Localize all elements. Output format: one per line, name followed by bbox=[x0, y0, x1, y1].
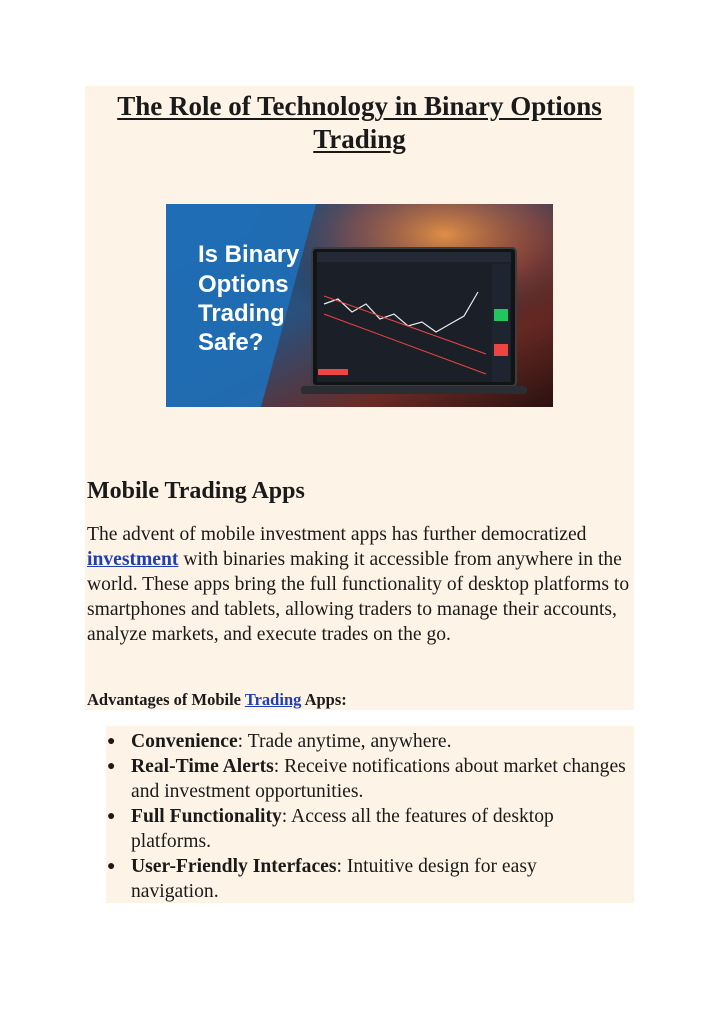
advantages-list bbox=[106, 729, 626, 904]
list-item-desc: : Access all the features of desktop platforms. bbox=[131, 806, 554, 852]
page-title: The Role of Technology in Binary Options Trading bbox=[117, 91, 602, 154]
list-item-desc: : Receive notifications about market changes and investment opportunities. bbox=[131, 756, 626, 802]
hero-headline-line-3: Trading bbox=[198, 300, 285, 327]
bullet-icon: ● bbox=[107, 734, 116, 749]
bullet-icon: ● bbox=[107, 859, 116, 874]
investment-link[interactable]: investment bbox=[87, 549, 179, 570]
trading-link[interactable]: Trading bbox=[244, 690, 302, 709]
bullet-icon: ● bbox=[107, 759, 116, 774]
list-item bbox=[106, 754, 626, 804]
list-item bbox=[106, 804, 626, 854]
advantages-heading bbox=[87, 689, 347, 711]
list-item bbox=[106, 854, 626, 904]
section-paragraph bbox=[87, 522, 632, 647]
section-heading: Mobile Trading Apps bbox=[87, 478, 305, 504]
para-text-after: with binaries making it accessible from anywhere in the world. These apps bring the full functionality of desktop platforms to smartphones and tablets, allowing traders to manage their accounts, analyze markets, and execute trades on the go. bbox=[87, 549, 630, 645]
list-item-term: Convenience bbox=[131, 731, 238, 752]
list-item-term: Real-Time Alerts bbox=[131, 756, 274, 777]
list-item-desc: : Intuitive design for easy navigation. bbox=[131, 856, 537, 902]
hero-image bbox=[166, 204, 553, 407]
laptop-icon bbox=[301, 248, 527, 394]
hero-headline-line-2: Options bbox=[198, 271, 289, 298]
hero-headline-line-1: Is Binary bbox=[198, 241, 300, 268]
advantages-suffix: Apps: bbox=[301, 690, 347, 709]
para-text-before: The advent of mobile investment apps has further democratized bbox=[87, 524, 587, 545]
bullet-icon: ● bbox=[107, 809, 116, 824]
hero-headline-line-4: Safe? bbox=[198, 329, 264, 356]
advantages-prefix: Advantages of Mobile bbox=[87, 690, 245, 709]
list-item-term: Full Functionality bbox=[131, 806, 282, 827]
list-item bbox=[106, 729, 626, 754]
list-item-desc: : Trade anytime, anywhere. bbox=[237, 731, 452, 752]
list-item-term: User-Friendly Interfaces bbox=[131, 856, 337, 877]
